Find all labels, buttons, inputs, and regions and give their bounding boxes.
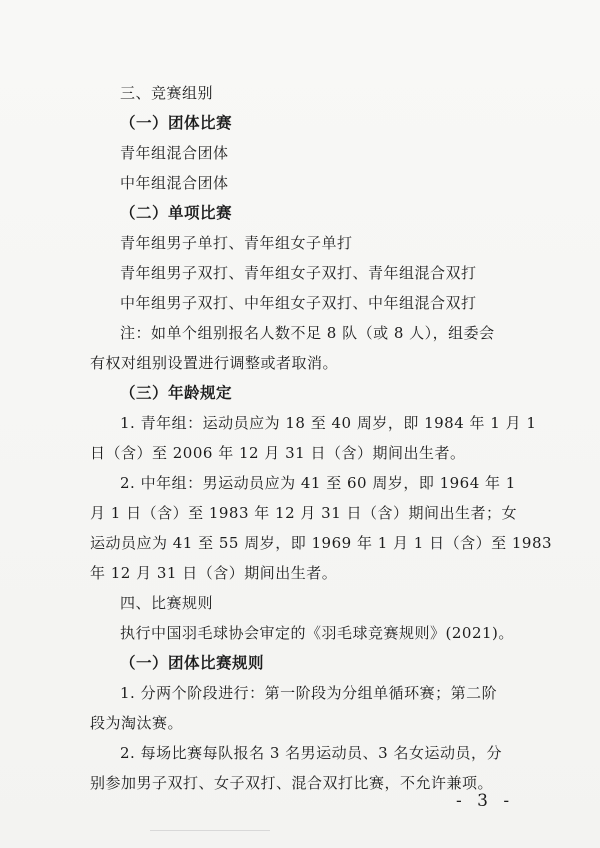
section-heading-rules: 四、比赛规则	[120, 594, 214, 612]
text-line: 别参加男子双打、女子双打、混合双打比赛，不允许兼项。	[90, 774, 494, 792]
text-line: 年 12 月 31 日（含）期间出生者。	[90, 564, 338, 582]
text-line: 2. 中年组：男运动员应为 41 至 60 周岁，即 1964 年 1	[120, 474, 516, 492]
text-line: 月 1 日（含）至 1983 年 12 月 31 日（含）期间出生者；女	[90, 504, 518, 522]
text-line: 执行中国羽毛球协会审定的《羽毛球竞赛规则》(2021)。	[120, 624, 514, 642]
text-line: 2. 每场比赛每队报名 3 名男运动员、3 名女运动员，分	[120, 744, 502, 762]
text-line: 青年组混合团体	[120, 144, 229, 162]
section-heading-competition-groups: 三、竞赛组别	[120, 84, 214, 102]
text-line: 日（含）至 2006 年 12 月 31 日（含）期间出生者。	[90, 444, 466, 462]
text-line: 1. 青年组：运动员应为 18 至 40 周岁，即 1984 年 1 月 1	[120, 414, 537, 432]
note-line: 注：如单个组别报名人数不足 8 队（或 8 人），组委会	[120, 324, 495, 342]
subsection-heading-team-rules: （一）团体比赛规则	[120, 654, 265, 672]
text-line: 青年组男子双打、青年组女子双打、青年组混合双打	[120, 264, 477, 282]
subsection-heading-individual-events: （二）单项比赛	[120, 204, 233, 222]
text-line: 青年组男子单打、青年组女子单打	[120, 234, 353, 252]
page-number: - 3 -	[456, 791, 515, 811]
scan-artifact	[150, 830, 270, 831]
text-line: 中年组男子双打、中年组女子双打、中年组混合双打	[120, 294, 477, 312]
subsection-heading-team-events: （一）团体比赛	[120, 114, 233, 132]
text-line: 运动员应为 41 至 55 周岁，即 1969 年 1 月 1 日（含）至 1983	[90, 534, 553, 552]
text-line: 中年组混合团体	[120, 174, 229, 192]
text-line: 段为淘汰赛。	[90, 714, 184, 732]
text-line: 1. 分两个阶段进行：第一阶段为分组单循环赛；第二阶	[120, 684, 498, 702]
subsection-heading-age: （三）年龄规定	[120, 384, 233, 402]
note-line-continued: 有权对组别设置进行调整或者取消。	[90, 354, 339, 372]
